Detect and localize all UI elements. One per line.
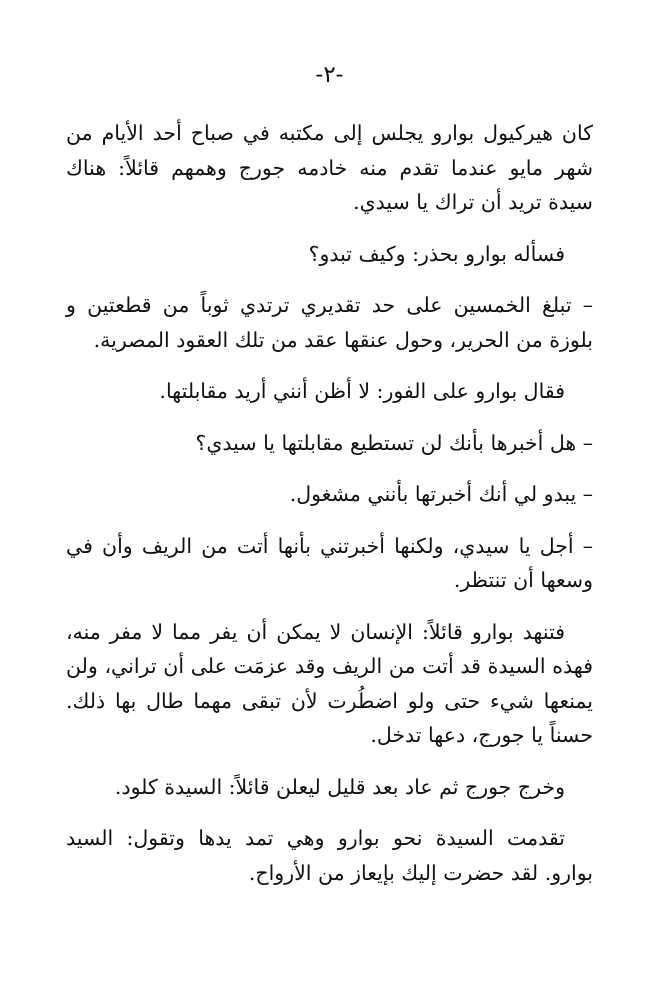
paragraph-5: – هل أخبرها بأنك لن تستطيع مقابلتها يا سيدي؟ <box>195 430 593 455</box>
page-number: -٢- <box>315 62 344 88</box>
paragraph-4: فقال بوارو على الفور: لا أظن أنني أريد مقابلتها. <box>159 379 565 403</box>
paragraph-8: فتنهد بوارو قائلاً: الإنسان لا يمكن أن يفر مما لا مفر منه، فهذه السيدة قد أتت من الريف وقد عزمَت على أن تراني، ولن يمنعها شيء حتى ولو اضطُرت لأن تبقى مهما طال بها ذلك. حسناً يا جورج، دعها تدخل. <box>66 619 593 747</box>
paragraph-9: وخرج جورج ثم عاد بعد قليل ليعلن قائلاً: السيدة كلود. <box>114 774 565 799</box>
paragraph-6: – يبدو لي أنك أخبرتها بأنني مشغول. <box>289 482 593 506</box>
paragraph-7: – أجل يا سيدي، ولكنها أخبرتني بأنها أتت من الريف وأن في وسعها أن تنتظر. <box>66 533 593 592</box>
paragraph-3: – تبلغ الخمسين على حد تقديري ترتدي ثوباً من قطعتين و بلوزة من الحرير، وحول عنقها عقد من تلك العقود المصرية. <box>66 293 593 352</box>
paragraph-1: كان هيركيول بوارو يجلس إلى مكتبه في صباح أحد الأيام من شهر مايو عندما تقدم منه خادمه جورج وهمهم قائلاً: هناك سيدة تريد أن تراك يا سيدي. <box>66 121 593 214</box>
paragraph-2: فسأله بوارو بحذر: وكيف تبدو؟ <box>308 241 565 266</box>
paragraph-10: تقدمت السيدة نحو بوارو وهي تمد يدها وتقول: السيد بوارو. لقد حضرت إليك بإيعاز من الأرواح. <box>66 826 593 885</box>
